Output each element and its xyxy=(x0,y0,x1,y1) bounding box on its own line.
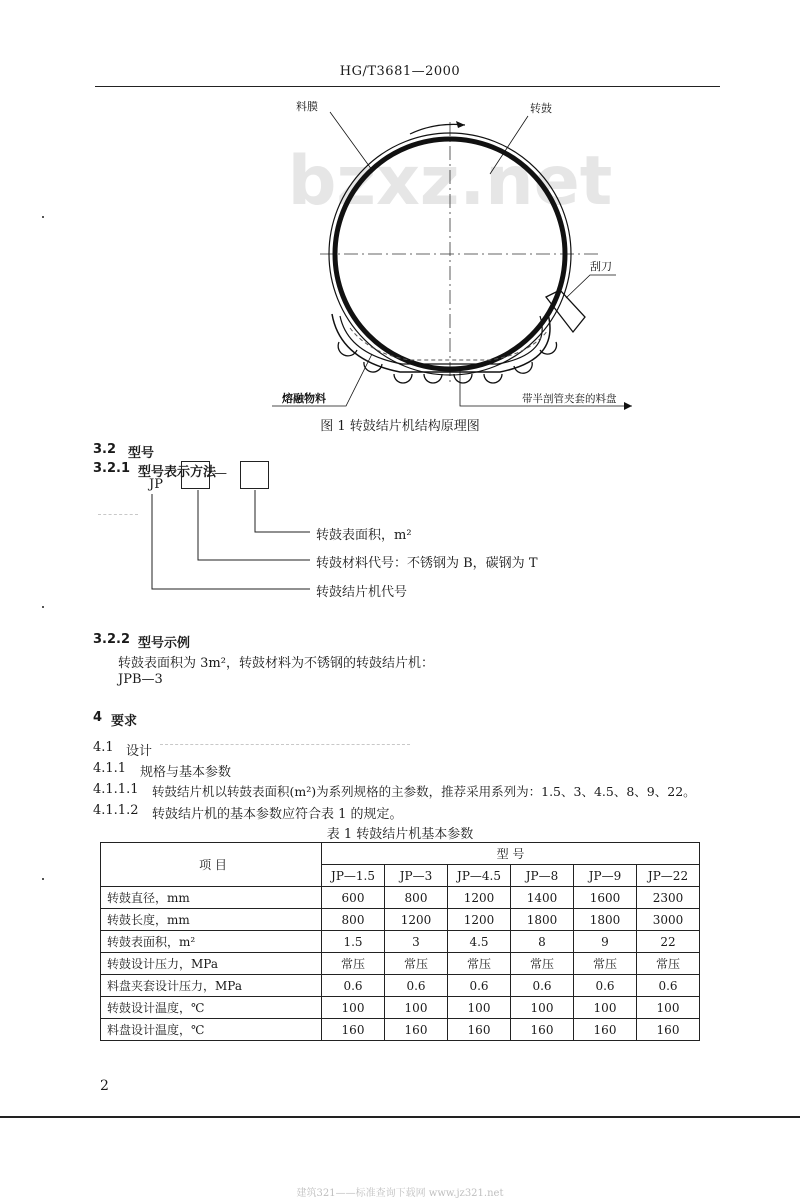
table-cell: 常压 xyxy=(385,953,448,975)
row-label: 料盘夹套设计压力，MPa xyxy=(101,975,322,997)
table-cell: 常压 xyxy=(637,953,700,975)
scan-speck xyxy=(42,216,44,218)
scan-dash xyxy=(160,744,410,745)
table-cell: 常压 xyxy=(574,953,637,975)
section-4-title: 要求 xyxy=(111,714,138,729)
table-cell: 1600 xyxy=(574,887,637,909)
table-cell: 0.6 xyxy=(511,975,574,997)
table-row xyxy=(101,1019,700,1041)
table-row xyxy=(101,887,700,909)
table-cell: 160 xyxy=(511,1019,574,1041)
table-cell: 800 xyxy=(322,909,385,931)
model-leader-lines xyxy=(140,490,320,600)
table-cell: 100 xyxy=(385,997,448,1019)
section-3-2-2-title: 型号示例 xyxy=(138,636,191,651)
table-row xyxy=(101,953,700,975)
table-cell: 0.6 xyxy=(574,975,637,997)
scan-speck xyxy=(42,606,44,608)
rotation-arrow xyxy=(410,124,465,134)
table-cell: 常压 xyxy=(448,953,511,975)
scan-dash xyxy=(98,514,138,515)
table-cell: 4.5 xyxy=(448,931,511,953)
section-4-number: 4 xyxy=(93,710,103,725)
table-cell: 22 xyxy=(637,931,700,953)
table-cell: 1200 xyxy=(448,887,511,909)
rotation-arrowhead xyxy=(456,121,465,128)
section-4-1-1-1-number: 4.1.1.1 xyxy=(93,782,139,797)
section-4-1-title: 设计 xyxy=(126,744,153,759)
section-4-1-1-2-text: 转鼓结片机的基本参数应符合表 1 的规定。 xyxy=(152,807,403,822)
table-cell: 160 xyxy=(574,1019,637,1041)
section-4-1-1-title: 规格与基本参数 xyxy=(140,765,232,780)
table-row xyxy=(101,909,700,931)
table-cell: 9 xyxy=(574,931,637,953)
table-cell: 常压 xyxy=(511,953,574,975)
label-film: 料膜 xyxy=(296,100,318,113)
section-4-1-1-number: 4.1.1 xyxy=(93,761,127,776)
model-desc-area: 转鼓表面积，m² xyxy=(316,528,412,543)
section-4-1-number: 4.1 xyxy=(93,740,114,755)
section-3-2-number: 3.2 xyxy=(93,442,117,457)
model-cell: JP—22 xyxy=(637,865,700,887)
row-label: 料盘设计温度，℃ xyxy=(101,1019,322,1041)
row-label: 转鼓长度，mm xyxy=(101,909,322,931)
table-row xyxy=(101,997,700,1019)
table-cell: 100 xyxy=(511,997,574,1019)
example-text: 转鼓表面积为 3m²，转鼓材料为不锈钢的转鼓结片机： xyxy=(118,656,434,671)
table-cell: 800 xyxy=(385,887,448,909)
table-cell: 100 xyxy=(322,997,385,1019)
model-cell: JP—8 xyxy=(511,865,574,887)
table-cell: 3 xyxy=(385,931,448,953)
table-cell: 160 xyxy=(322,1019,385,1041)
table-cell: 160 xyxy=(448,1019,511,1041)
row-label: 转鼓表面积，m² xyxy=(101,931,322,953)
section-3-2-2-number: 3.2.2 xyxy=(93,632,131,647)
table-cell: 1200 xyxy=(448,909,511,931)
table-row xyxy=(101,931,700,953)
example-code: JPB—3 xyxy=(118,672,163,687)
table-cell: 160 xyxy=(385,1019,448,1041)
leader-scraper xyxy=(566,275,616,298)
model-cell: JP—3 xyxy=(385,865,448,887)
table-header-item: 项 目 xyxy=(101,843,322,887)
table-cell: 0.6 xyxy=(448,975,511,997)
model-desc-code: 转鼓结片机代号 xyxy=(316,585,408,600)
model-desc-material: 转鼓材料代号：不锈钢为 B，碳钢为 T xyxy=(316,556,538,571)
table-cell: 0.6 xyxy=(385,975,448,997)
table-cell: 0.6 xyxy=(322,975,385,997)
table-cell: 3000 xyxy=(637,909,700,931)
model-cell: JP—4.5 xyxy=(448,865,511,887)
table-row xyxy=(101,975,700,997)
model-cell: JP—1.5 xyxy=(322,865,385,887)
table-cell: 8 xyxy=(511,931,574,953)
model-prefix: JP xyxy=(149,477,163,492)
watermark-text: bzxz.net xyxy=(287,142,613,221)
table-cell: 100 xyxy=(637,997,700,1019)
section-3-2-1-number: 3.2.1 xyxy=(93,461,131,476)
section-3-2-1-title: 型号表示方法 xyxy=(138,465,217,480)
material-code-box xyxy=(181,461,210,489)
label-scraper: 刮刀 xyxy=(590,260,612,273)
area-code-box xyxy=(240,461,269,489)
section-4-1-1-2-number: 4.1.1.2 xyxy=(93,803,139,818)
page-number: 2 xyxy=(100,1078,109,1094)
header-rule xyxy=(95,86,720,87)
row-label: 转鼓直径，mm xyxy=(101,887,322,909)
table-caption: 表 1 转鼓结片机基本参数 xyxy=(326,827,474,842)
bottom-rule xyxy=(0,1116,800,1118)
section-4-1-1-1-text: 转鼓结片机以转鼓表面积(m²)为系列规格的主参数，推荐采用系列为：1.5、3、4.5、8、9、22。 xyxy=(152,784,696,799)
table-cell: 常压 xyxy=(322,953,385,975)
table-cell: 1200 xyxy=(385,909,448,931)
table-cell: 0.6 xyxy=(637,975,700,997)
table-cell: 100 xyxy=(574,997,637,1019)
row-label: 转鼓设计温度，℃ xyxy=(101,997,322,1019)
table-header-model: 型 号 xyxy=(322,843,700,865)
figure-caption: 图 1 转鼓结片机结构原理图 xyxy=(320,419,480,434)
footer-site: 建筑321——标准查询下载网 www.jz321.net xyxy=(296,1188,504,1199)
table-cell: 160 xyxy=(637,1019,700,1041)
parameter-table xyxy=(100,842,700,1041)
table-cell: 1.5 xyxy=(322,931,385,953)
label-drum: 转鼓 xyxy=(530,102,552,115)
table-cell: 1400 xyxy=(511,887,574,909)
model-cell: JP—9 xyxy=(574,865,637,887)
table-cell: 100 xyxy=(448,997,511,1019)
label-tray: 带半剖管夹套的料盘 xyxy=(522,393,617,405)
table-cell: 2300 xyxy=(637,887,700,909)
scan-speck xyxy=(42,878,44,880)
model-dash: — xyxy=(214,466,227,481)
table-cell: 1800 xyxy=(574,909,637,931)
row-label: 转鼓设计压力，MPa xyxy=(101,953,322,975)
label-molten: 熔融物料 xyxy=(282,392,326,405)
leader-tray-arrowhead xyxy=(624,402,632,410)
drum-flaker-diagram xyxy=(260,92,640,422)
table-cell: 600 xyxy=(322,887,385,909)
section-3-2-title: 型号 xyxy=(128,446,155,461)
header-standard-code: HG/T3681—2000 xyxy=(339,64,461,79)
table-cell: 1800 xyxy=(511,909,574,931)
